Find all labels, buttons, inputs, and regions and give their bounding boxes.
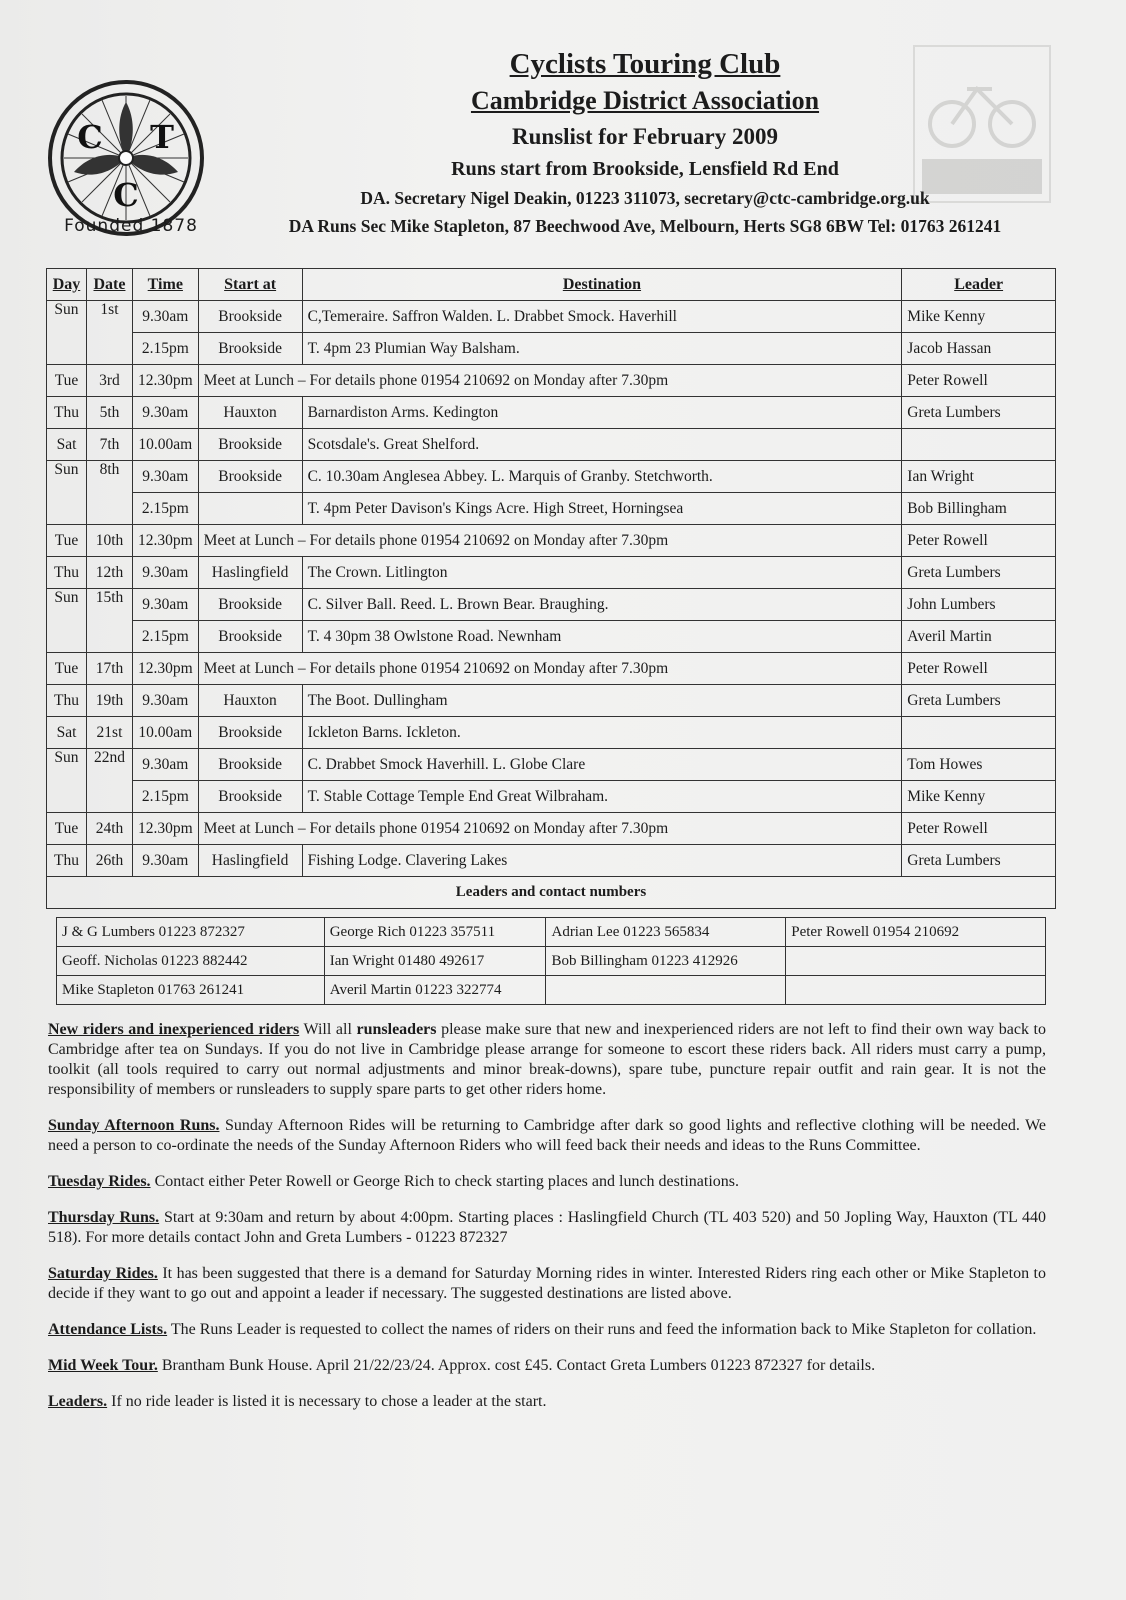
col-time: Time (132, 269, 198, 301)
secretary-line: DA. Secretary Nigel Deakin, 01223 311073, secretary@ctc-cambridge.org.uk (360, 188, 930, 208)
table-row (47, 621, 1056, 653)
col-date: Date (86, 269, 132, 301)
cell-start: Haslingfield (198, 557, 302, 589)
midweek-note (48, 1356, 1046, 1376)
table-row (47, 429, 1056, 461)
cell-date: 19th (86, 685, 132, 717)
col-day: Day (47, 269, 87, 301)
cell-start: Brookside (198, 461, 302, 493)
contacts-table (56, 917, 1046, 1005)
table-row (57, 976, 1046, 1005)
cell-date: 12th (86, 557, 132, 589)
tuesday-note (48, 1172, 1046, 1192)
new-riders-note (48, 1020, 1046, 1100)
association-title: Cambridge District Association (470, 86, 820, 115)
cell-time: 9.30am (132, 685, 198, 717)
cell-leader: Jacob Hassan (902, 333, 1056, 365)
runlist-title: Runslist for February 2009 (512, 124, 778, 149)
cell-destination: C. Silver Ball. Reed. L. Brown Bear. Braughing. (302, 589, 902, 621)
table-row (47, 813, 1056, 845)
cell-day: Tue (47, 525, 87, 557)
cell-day: Thu (47, 845, 87, 877)
table-header-row (47, 269, 1056, 301)
note-heading: Leaders. (48, 1393, 108, 1410)
cell-destination: Ickleton Barns. Ickleton. (302, 717, 902, 749)
note-heading: Saturday Rides. (48, 1265, 158, 1282)
leaders-title: Leaders and contact numbers (47, 877, 1056, 909)
cell-start: Hauxton (198, 397, 302, 429)
contact-cell (786, 976, 1046, 1005)
table-row (47, 557, 1056, 589)
logo-letter-3: C (113, 176, 139, 214)
document-header (230, 46, 1060, 240)
cell-leader: Mike Kenny (902, 781, 1056, 813)
table-row (47, 461, 1056, 493)
note-text: Will all (299, 1021, 357, 1038)
cell-leader (902, 717, 1056, 749)
cell-time: 9.30am (132, 589, 198, 621)
cell-leader: John Lumbers (902, 589, 1056, 621)
logo-letter-1: C (77, 118, 103, 156)
cell-start: Brookside (198, 333, 302, 365)
note-heading: Mid Week Tour. (48, 1357, 158, 1374)
runs-table (46, 268, 1056, 909)
cell-destination: T. Stable Cottage Temple End Great Wilbraham. (302, 781, 902, 813)
cell-day: Thu (47, 397, 87, 429)
cell-time: 2.15pm (132, 333, 198, 365)
note-heading: Thursday Runs. (48, 1209, 160, 1226)
cell-date: 10th (86, 525, 132, 557)
contact-cell: Averil Martin 01223 322774 (324, 976, 546, 1005)
cell-leader: Peter Rowell (902, 365, 1056, 397)
cell-destination: Scotsdale's. Great Shelford. (302, 429, 902, 461)
note-emphasis: runsleaders (356, 1021, 437, 1038)
cell-date: 21st (86, 717, 132, 749)
club-title: Cyclists Touring Club (509, 48, 781, 80)
table-row (47, 493, 1056, 525)
leaders-title-row (47, 877, 1056, 909)
cell-start: Brookside (198, 621, 302, 653)
cell-day: Tue (47, 365, 87, 397)
contact-cell: Bob Billingham 01223 412926 (546, 947, 786, 976)
cell-leader: Peter Rowell (902, 813, 1056, 845)
cell-time: 2.15pm (132, 781, 198, 813)
cell-day: Thu (47, 685, 87, 717)
cell-destination: T. 4 30pm 38 Owlstone Road. Newnham (302, 621, 902, 653)
cell-leader: Ian Wright (902, 461, 1056, 493)
cell-destination: The Boot. Dullingham (302, 685, 902, 717)
leaders-note (48, 1392, 1046, 1412)
note-text: please make sure that new and inexperienced riders are not left to find their own way back to Cambridge after tea on Sundays. If you do not live in Cambridge please arrange for someone to escort these riders back. All riders must carry a pump, toolkit (all tools required to carry out normal adjustments and minor break-downs), spare tube, puncture repair outfit and rain gear. It is not the responsibility of members or runsleaders to supply spare parts to get other riders home. (48, 1021, 1047, 1098)
table-row (47, 365, 1056, 397)
cell-start: Brookside (198, 749, 302, 781)
cell-start: Brookside (198, 717, 302, 749)
cell-leader: Greta Lumbers (902, 397, 1056, 429)
cell-destination: C,Temeraire. Saffron Walden. L. Drabbet Smock. Haverhill (302, 301, 902, 333)
cell-day: Tue (47, 653, 87, 685)
col-leader: Leader (902, 269, 1056, 301)
cell-destination: Fishing Lodge. Clavering Lakes (302, 845, 902, 877)
cell-leader: Averil Martin (902, 621, 1056, 653)
note-text: It has been suggested that there is a demand for Saturday Morning rides in winter. Interested Riders ring each other or Mike Stapleton to decide if they want to go out and appoint a leader if necessary. The suggested destinations are listed above. (48, 1265, 1047, 1302)
cell-time: 12.30pm (132, 813, 198, 845)
founded-label: Founded 1878 (64, 216, 198, 236)
cell-leader: Greta Lumbers (902, 685, 1056, 717)
note-text: If no ride leader is listed it is necessary to chose a leader at the start. (107, 1393, 547, 1410)
cell-start (198, 493, 302, 525)
table-row (57, 947, 1046, 976)
notes-section (48, 1020, 1046, 1428)
cell-date: 5th (86, 397, 132, 429)
cell-time: 10.00am (132, 429, 198, 461)
cell-date: 24th (86, 813, 132, 845)
table-row (47, 301, 1056, 333)
cell-time: 9.30am (132, 461, 198, 493)
note-text: Sunday Afternoon Rides will be returning to Cambridge after dark so good lights and reflective clothing will be needed. We need a person to co-ordinate the needs of the Sunday Afternoon Riders who will feed back their needs and ideas to the Runs Committee. (48, 1117, 1047, 1154)
thursday-note (48, 1208, 1046, 1248)
cell-time: 2.15pm (132, 621, 198, 653)
runs-start-note: Runs start from Brookside, Lensfield Rd End (451, 158, 839, 180)
cell-day: Sat (47, 717, 87, 749)
cell-day: Thu (47, 557, 87, 589)
cell-leader: Greta Lumbers (902, 845, 1056, 877)
cell-day: Sun (47, 589, 87, 653)
note-heading: Tuesday Rides. (48, 1173, 151, 1190)
contact-cell: George Rich 01223 357511 (324, 918, 546, 947)
cell-destination: Meet at Lunch – For details phone 01954 210692 on Monday after 7.30pm (198, 365, 902, 397)
cell-date: 1st (86, 301, 132, 365)
cell-leader: Tom Howes (902, 749, 1056, 781)
cell-time: 9.30am (132, 845, 198, 877)
cell-date: 22nd (86, 749, 132, 813)
cell-day: Sat (47, 429, 87, 461)
cell-time: 9.30am (132, 557, 198, 589)
cell-day: Tue (47, 813, 87, 845)
contact-cell (546, 976, 786, 1005)
cell-destination: Meet at Lunch – For details phone 01954 210692 on Monday after 7.30pm (198, 525, 902, 557)
cell-leader: Peter Rowell (902, 653, 1056, 685)
table-row (47, 525, 1056, 557)
cell-destination: C. Drabbet Smock Haverhill. L. Globe Clare (302, 749, 902, 781)
cell-start: Brookside (198, 781, 302, 813)
cell-time: 9.30am (132, 301, 198, 333)
cell-destination: T. 4pm 23 Plumian Way Balsham. (302, 333, 902, 365)
table-row (47, 717, 1056, 749)
cell-start: Haslingfield (198, 845, 302, 877)
contact-cell: Mike Stapleton 01763 261241 (57, 976, 325, 1005)
cell-day: Sun (47, 749, 87, 813)
saturday-note (48, 1264, 1046, 1304)
note-text: Contact either Peter Rowell or George Rich to check starting places and lunch destinations. (150, 1173, 739, 1190)
runs-secretary-line: DA Runs Sec Mike Stapleton, 87 Beechwood Ave, Melbourn, Herts SG8 6BW Tel: 01763 261241 (288, 216, 1002, 236)
col-start: Start at (198, 269, 302, 301)
cell-time: 10.00am (132, 717, 198, 749)
cell-date: 26th (86, 845, 132, 877)
note-text: The Runs Leader is requested to collect the names of riders on their runs and feed the information back to Mike Stapleton for collation. (167, 1321, 1037, 1338)
note-text: Brantham Bunk House. April 21/22/23/24. Approx. cost £45. Contact Greta Lumbers 01223 872327 for details. (157, 1357, 876, 1374)
table-row (47, 749, 1056, 781)
table-row (47, 781, 1056, 813)
cell-day: Sun (47, 461, 87, 525)
cell-start: Brookside (198, 429, 302, 461)
cell-destination: Barnardiston Arms. Kedington (302, 397, 902, 429)
cell-leader: Mike Kenny (902, 301, 1056, 333)
contact-cell: J & G Lumbers 01223 872327 (57, 918, 325, 947)
logo-letter-2: T (150, 118, 174, 156)
cell-date: 3rd (86, 365, 132, 397)
col-destination: Destination (302, 269, 902, 301)
note-heading: New riders and inexperienced riders (48, 1021, 300, 1038)
cell-time: 12.30pm (132, 525, 198, 557)
cell-date: 8th (86, 461, 132, 525)
cell-leader: Greta Lumbers (902, 557, 1056, 589)
note-heading: Sunday Afternoon Runs. (48, 1117, 220, 1134)
contact-cell: Peter Rowell 01954 210692 (786, 918, 1046, 947)
attendance-note (48, 1320, 1046, 1340)
contact-cell: Adrian Lee 01223 565834 (546, 918, 786, 947)
cell-date: 7th (86, 429, 132, 461)
table-row (47, 653, 1056, 685)
cell-leader: Bob Billingham (902, 493, 1056, 525)
cell-destination: T. 4pm Peter Davison's Kings Acre. High Street, Horningsea (302, 493, 902, 525)
cell-leader: Peter Rowell (902, 525, 1056, 557)
cell-date: 17th (86, 653, 132, 685)
note-text: Start at 9:30am and return by about 4:00pm. Starting places : Haslingfield Church (TL 403 520) and 50 Jopling Way, Hauxton (TL 440 518). For more details contact John and Greta Lumbers - 01223 872327 (48, 1209, 1046, 1246)
cell-time: 12.30pm (132, 653, 198, 685)
table-row (57, 918, 1046, 947)
sunday-note (48, 1116, 1046, 1156)
table-row (47, 397, 1056, 429)
cell-date: 15th (86, 589, 132, 653)
cell-time: 9.30am (132, 749, 198, 781)
table-row (47, 589, 1056, 621)
cell-start: Hauxton (198, 685, 302, 717)
cell-start: Brookside (198, 301, 302, 333)
cell-start: Brookside (198, 589, 302, 621)
cell-time: 2.15pm (132, 493, 198, 525)
cell-day: Sun (47, 301, 87, 365)
cell-destination: Meet at Lunch – For details phone 01954 210692 on Monday after 7.30pm (198, 813, 902, 845)
cell-leader (902, 429, 1056, 461)
contact-cell: Ian Wright 01480 492617 (324, 947, 546, 976)
cell-destination: C. 10.30am Anglesea Abbey. L. Marquis of Granby. Stetchworth. (302, 461, 902, 493)
ctc-logo-icon (46, 78, 206, 238)
cell-time: 9.30am (132, 397, 198, 429)
cell-destination: Meet at Lunch – For details phone 01954 210692 on Monday after 7.30pm (198, 653, 902, 685)
note-heading: Attendance Lists. (48, 1321, 168, 1338)
cell-destination: The Crown. Litlington (302, 557, 902, 589)
cell-time: 12.30pm (132, 365, 198, 397)
contact-cell: Geoff. Nicholas 01223 882442 (57, 947, 325, 976)
table-row (47, 333, 1056, 365)
table-row (47, 845, 1056, 877)
table-row (47, 685, 1056, 717)
contact-cell (786, 947, 1046, 976)
